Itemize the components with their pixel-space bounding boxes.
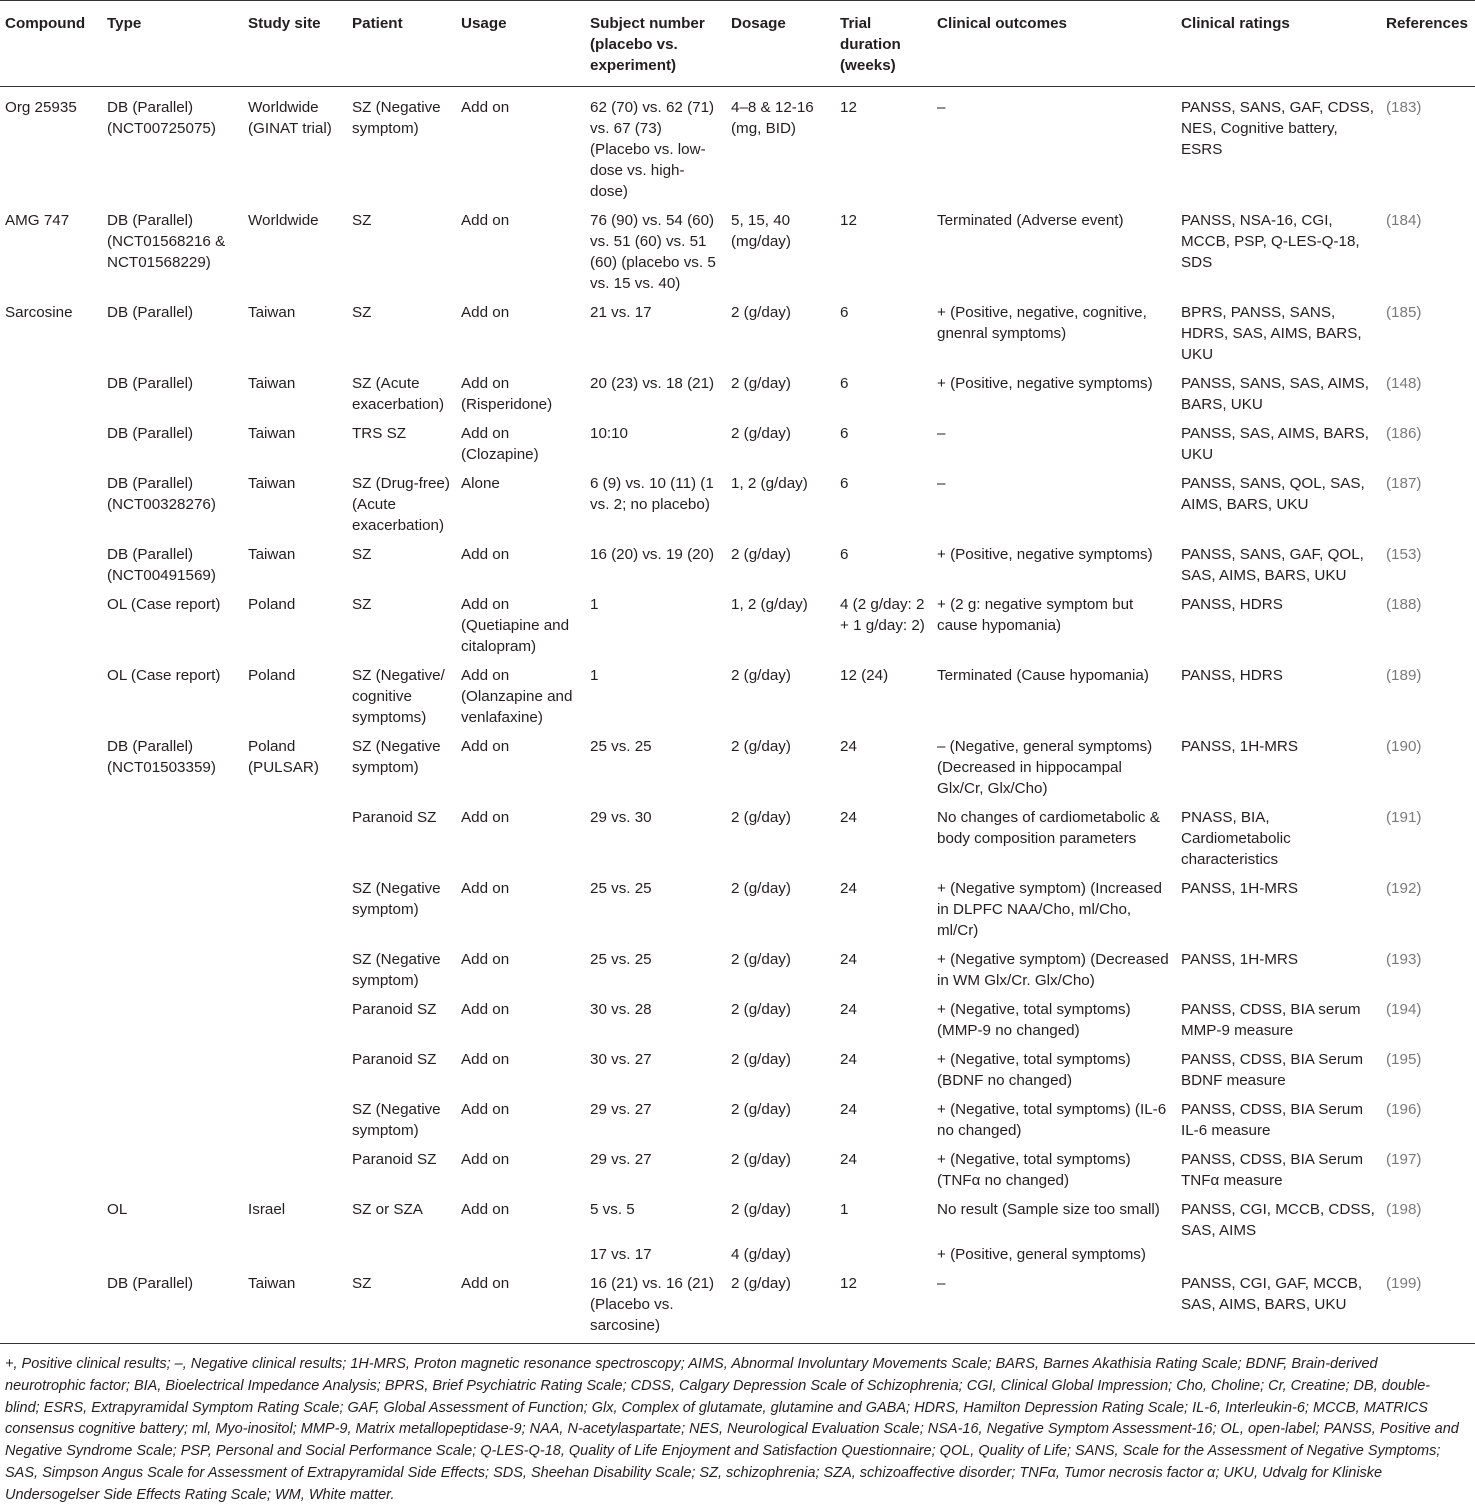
reference-link[interactable]: (183) bbox=[1386, 99, 1422, 116]
table-cell: 21 vs. 17 bbox=[590, 304, 652, 321]
table-cell: 16 (20) vs. 19 (20) bbox=[590, 546, 715, 563]
table-cell: Org 25935 bbox=[5, 99, 77, 116]
table-cell: Poland bbox=[248, 667, 296, 684]
table-cell: 1 bbox=[590, 667, 599, 684]
reference-link[interactable]: (186) bbox=[1386, 425, 1422, 442]
table-cell: DB (Parallel) bbox=[107, 375, 194, 392]
table-row bbox=[0, 370, 1475, 420]
table-cell: 2 (g/day) bbox=[731, 951, 791, 968]
table-cell: Add on bbox=[461, 1151, 510, 1168]
table-row bbox=[0, 946, 1475, 996]
table-row bbox=[0, 207, 1475, 299]
table-cell bbox=[102, 946, 243, 996]
table-cell: Add on bbox=[461, 1001, 510, 1018]
table-cell: Add on (Olanzapine and venlafaxine) bbox=[461, 667, 573, 726]
reference-link[interactable]: (194) bbox=[1386, 1001, 1422, 1018]
table-cell: 2 (g/day) bbox=[731, 304, 791, 321]
table-cell bbox=[0, 662, 102, 733]
column-header: Clinical ratings bbox=[1176, 1, 1381, 87]
table-cell: 20 (23) vs. 18 (21) bbox=[590, 375, 715, 392]
table-cell bbox=[102, 1146, 243, 1196]
table-cell bbox=[0, 875, 102, 946]
table-cell: Add on bbox=[461, 738, 510, 755]
table-cell: – bbox=[937, 425, 946, 442]
table-cell bbox=[102, 804, 243, 875]
table-cell: Add on (Risperidone) bbox=[461, 375, 553, 413]
table-cell: + (Positive, negative symptoms) bbox=[937, 375, 1153, 392]
reference-link[interactable]: (184) bbox=[1386, 212, 1422, 229]
table-cell bbox=[0, 591, 102, 662]
table-cell: + (Positive, general symptoms) bbox=[937, 1246, 1146, 1263]
reference-link[interactable]: (185) bbox=[1386, 304, 1422, 321]
table-cell: 24 bbox=[840, 1051, 857, 1068]
table-cell: Taiwan bbox=[248, 304, 296, 321]
table-cell: PANSS, CDSS, BIA Serum TNFα measure bbox=[1181, 1151, 1364, 1189]
table-cell: PANSS, SANS, GAF, CDSS, NES, Cognitive battery, ESRS bbox=[1181, 99, 1374, 158]
table-cell: + (Negative symptom) (Decreased in WM Glx/Cr. Glx/Cho) bbox=[937, 951, 1169, 989]
table-cell: 25 vs. 25 bbox=[590, 880, 652, 897]
table-cell: Taiwan bbox=[243, 1270, 347, 1344]
table-cell: 25 vs. 25 bbox=[590, 951, 652, 968]
table-cell: Alone bbox=[461, 475, 500, 492]
table-row bbox=[0, 733, 1475, 804]
table-cell: Taiwan bbox=[248, 475, 296, 492]
table-cell: 29 vs. 30 bbox=[590, 809, 652, 826]
table-cell: PANSS, CGI, MCCB, CDSS, SAS, AIMS bbox=[1181, 1201, 1375, 1239]
table-row bbox=[0, 420, 1475, 470]
column-header: References bbox=[1381, 1, 1475, 87]
table-cell: Terminated (Adverse event) bbox=[937, 212, 1124, 229]
table-cell: PANSS, HDRS bbox=[1181, 596, 1283, 613]
table-cell: Poland bbox=[248, 596, 296, 613]
table-cell: 2 (g/day) bbox=[726, 1270, 835, 1344]
table-cell: 12 (24) bbox=[840, 667, 889, 684]
table-row bbox=[0, 1096, 1475, 1146]
table-cell: 4 (2 g/day: 2 + 1 g/day: 2) bbox=[840, 596, 925, 634]
table-cell: 29 vs. 27 bbox=[590, 1151, 652, 1168]
table-cell: No result (Sample size too small) bbox=[937, 1201, 1160, 1218]
table-cell: 24 bbox=[840, 1001, 857, 1018]
table-cell: 2 (g/day) bbox=[731, 738, 791, 755]
table-cell: Taiwan bbox=[248, 425, 296, 442]
table-cell: SZ bbox=[347, 1270, 456, 1344]
table-cell: 2 (g/day) bbox=[731, 809, 791, 826]
table-cell bbox=[102, 1046, 243, 1096]
reference-link[interactable]: (197) bbox=[1386, 1151, 1422, 1168]
table-cell: 5 vs. 5 bbox=[590, 1201, 635, 1218]
table-cell: Israel bbox=[248, 1201, 286, 1218]
table-cell bbox=[243, 946, 347, 996]
column-header: Compound bbox=[0, 1, 102, 87]
reference-link[interactable]: (193) bbox=[1386, 951, 1422, 968]
table-cell: 5, 15, 40 (mg/day) bbox=[731, 212, 791, 250]
table-cell: Paranoid SZ bbox=[352, 809, 437, 826]
table-row bbox=[0, 662, 1475, 733]
table-cell bbox=[0, 733, 102, 804]
table-cell bbox=[0, 541, 102, 591]
table-cell: Add on bbox=[461, 1201, 510, 1218]
reference-link[interactable]: (196) bbox=[1386, 1101, 1422, 1118]
table-cell: Taiwan bbox=[248, 546, 296, 563]
table-cell: 24 bbox=[840, 1151, 857, 1168]
reference-link[interactable]: (189) bbox=[1386, 667, 1422, 684]
table-cell: 6 (9) vs. 10 (11) (1 vs. 2; no placebo) bbox=[590, 475, 714, 513]
table-cell: 2 (g/day) bbox=[731, 667, 791, 684]
table-cell: 2 (g/day) bbox=[731, 1201, 791, 1218]
table-cell: OL bbox=[107, 1201, 128, 1218]
table-cell: 2 (g/day) bbox=[731, 546, 791, 563]
table-cell bbox=[102, 1096, 243, 1146]
header-row bbox=[0, 1, 1475, 87]
table-cell: 30 vs. 27 bbox=[590, 1051, 652, 1068]
table-cell: Add on bbox=[461, 951, 510, 968]
table-cell bbox=[1176, 1241, 1381, 1270]
table-cell: 2 (g/day) bbox=[731, 425, 791, 442]
table-cell: 1 bbox=[840, 1201, 849, 1218]
table-footnote: +, Positive clinical results; –, Negative clinical results; 1H-MRS, Proton magnetic resonance spectroscopy; AIMS, Abnormal Involuntary Movements Scale; BARS, Barnes Akathisia Rating Scale; BDNF, Brain-derived neurotrophic factor; BIA, Bioelectrical Impedance Analysis; BPRS, Brief Psychiatric Rating Scale; CDSS, Calgary Depression Scale of Schizophrenia; CGI, Clinical Global Impression; Cho, Choline; Cr, Creatine; DB, double-blind; ESRS, Extrapyramidal Symptom Rating Scale; GAF, Global Assessment of Function; Glx, Complex of glutamate, glutamine and GABA; HDRS, Hamilton Depression Rating Scale; IL-6, Interleukin-6; MCCB, MATRICS consensus cognitive battery; ml, Myo-inositol; MMP-9, Matrix metallopeptidase-9; NAA, N-acetylaspartate; NES, Neurological Evaluation Scale; NSA-16, Negative Symptom Assessment-16; OL, open-label; PANSS, Positive and Negative Syndrome Scale; PSP, Personal and Social Performance Scale; Q-LES-Q-18, Quality of Life Enjoyment and Satisfaction Questionnaire; QOL, Quality of Life; SANS, Scale for the Assessment of Negative Symptoms; SAS, Simpson Angus Scale for Assessment of Extrapyramidal Side Effects; SDS, Sheehan Disability Scale; SZ, schizophrenia; SZA, schizoaffective disorder; TNFα, Tumor necrosis factor α; UKU, Udvalg for Kliniske Undersogelser Side Effects Rating Scale; WM, White matter. bbox=[5, 1356, 1459, 1503]
table-cell: DB (Parallel) (NCT01503359) bbox=[107, 738, 216, 776]
table-cell: 16 (21) vs. 16 (21) (Placebo vs. sarcosine) bbox=[585, 1270, 726, 1344]
table-cell bbox=[0, 804, 102, 875]
table-row bbox=[0, 1196, 1475, 1241]
table-cell bbox=[243, 1046, 347, 1096]
column-header: Clinical outcomes bbox=[932, 1, 1176, 87]
table-cell: 12 bbox=[840, 212, 857, 229]
table-row bbox=[0, 1146, 1475, 1196]
table-cell: PANSS, HDRS bbox=[1181, 667, 1283, 684]
table-cell bbox=[0, 1270, 102, 1344]
table-cell: + (Negative, total symptoms) (MMP-9 no changed) bbox=[937, 1001, 1131, 1039]
table-cell: PANSS, CGI, GAF, MCCB, SAS, AIMS, BARS, UKU bbox=[1176, 1270, 1381, 1344]
table-cell: Add on bbox=[461, 546, 510, 563]
table-cell: 6 bbox=[840, 475, 849, 492]
table-cell: SZ (Negative symptom) bbox=[352, 738, 441, 776]
table-cell: PANSS, SANS, GAF, QOL, SAS, AIMS, BARS, UKU bbox=[1181, 546, 1364, 584]
table-header bbox=[0, 1, 1475, 87]
table-cell: + (Positive, negative, cognitive, gnenral symptoms) bbox=[937, 304, 1147, 342]
table-cell: 12 bbox=[835, 1270, 932, 1344]
table-cell: DB (Parallel) bbox=[107, 425, 194, 442]
table-cell: 4 (g/day) bbox=[731, 1246, 791, 1263]
table-cell: PANSS, CDSS, BIA serum MMP-9 measure bbox=[1181, 1001, 1361, 1039]
table-cell bbox=[102, 1241, 243, 1270]
reference-link[interactable]: (187) bbox=[1386, 475, 1422, 492]
table-cell: 2 (g/day) bbox=[731, 880, 791, 897]
table-cell: 6 bbox=[840, 304, 849, 321]
table-cell: Add on bbox=[461, 1051, 510, 1068]
table-cell: SZ or SZA bbox=[352, 1201, 423, 1218]
table-cell: TRS SZ bbox=[352, 425, 407, 442]
reference-link[interactable]: (153) bbox=[1386, 546, 1422, 563]
table-cell: SZ (Negative symptom) bbox=[352, 880, 441, 918]
table-cell: PANSS, SANS, QOL, SAS, AIMS, BARS, UKU bbox=[1181, 475, 1365, 513]
table-cell: + (Negative, total symptoms) (IL-6 no changed) bbox=[937, 1101, 1167, 1139]
reference-link[interactable]: (198) bbox=[1386, 1201, 1422, 1218]
reference-link[interactable]: (190) bbox=[1386, 738, 1422, 755]
table-cell bbox=[0, 1241, 102, 1270]
table-cell bbox=[0, 996, 102, 1046]
table-cell: 29 vs. 27 bbox=[590, 1101, 652, 1118]
table-row bbox=[0, 804, 1475, 875]
table-cell: DB (Parallel) bbox=[102, 1270, 243, 1344]
table-row bbox=[0, 541, 1475, 591]
table-cell: Paranoid SZ bbox=[352, 1001, 437, 1018]
table-cell bbox=[456, 1241, 585, 1270]
table-cell: 17 vs. 17 bbox=[590, 1246, 652, 1263]
table-cell: 6 bbox=[840, 425, 849, 442]
table-cell: SZ (Negative symptom) bbox=[352, 99, 441, 137]
table-cell: SZ bbox=[352, 212, 372, 229]
table-cell: Add on bbox=[461, 809, 510, 826]
table-cell: DB (Parallel) (NCT00328276) bbox=[107, 475, 216, 513]
table-cell: PANSS, NSA-16, CGI, MCCB, PSP, Q-LES-Q-18, SDS bbox=[1181, 212, 1360, 271]
table-cell bbox=[0, 1196, 102, 1241]
table-cell: PANSS, 1H-MRS bbox=[1181, 738, 1299, 755]
column-header: Dosage bbox=[726, 1, 835, 87]
reference-link[interactable]: (195) bbox=[1386, 1051, 1422, 1068]
column-header: Type bbox=[102, 1, 243, 87]
table-cell bbox=[243, 996, 347, 1046]
table-cell: 12 bbox=[840, 99, 857, 116]
table-cell: + (Positive, negative symptoms) bbox=[937, 546, 1153, 563]
table-cell: 1, 2 (g/day) bbox=[731, 596, 808, 613]
table-cell: 25 vs. 25 bbox=[590, 738, 652, 755]
reference-link[interactable]: (199) bbox=[1381, 1270, 1475, 1344]
table-cell: – bbox=[937, 99, 946, 116]
table-cell: 76 (90) vs. 54 (60) vs. 51 (60) vs. 51 (60) (placebo vs. 5 vs. 15 vs. 40) bbox=[590, 212, 716, 292]
table-cell: – bbox=[937, 475, 946, 492]
table-cell bbox=[102, 875, 243, 946]
table-cell: OL (Case report) bbox=[107, 667, 221, 684]
table-cell: 4–8 & 12-16 (mg, BID) bbox=[731, 99, 814, 137]
table-cell: PANSS, SAS, AIMS, BARS, UKU bbox=[1181, 425, 1369, 463]
table-cell: + (2 g: negative symptom but cause hypomania) bbox=[937, 596, 1134, 634]
table-body bbox=[0, 87, 1475, 1344]
table-cell: Terminated (Cause hypomania) bbox=[937, 667, 1149, 684]
table-cell: Worldwide (GINAT trial) bbox=[248, 99, 332, 137]
table-cell: Poland (PULSAR) bbox=[248, 738, 319, 776]
table-cell: DB (Parallel) (NCT00491569) bbox=[107, 546, 216, 584]
table-cell: SZ (Drug-free) (Acute exacerbation) bbox=[352, 475, 450, 534]
column-header: Study site bbox=[243, 1, 347, 87]
table-cell: 24 bbox=[840, 880, 857, 897]
table-cell: DB (Parallel) bbox=[107, 304, 194, 321]
table-cell: SZ (Acute exacerbation) bbox=[352, 375, 445, 413]
table-cell: 1 bbox=[590, 596, 599, 613]
table-cell: 24 bbox=[840, 951, 857, 968]
table-cell: 30 vs. 28 bbox=[590, 1001, 652, 1018]
table-cell: SZ bbox=[352, 546, 372, 563]
column-header: Patient bbox=[347, 1, 456, 87]
table-cell: No changes of cardiometabolic & body composition parameters bbox=[937, 809, 1160, 847]
table-cell: Add on bbox=[456, 1270, 585, 1344]
reference-link[interactable]: (148) bbox=[1386, 375, 1422, 392]
table-cell bbox=[243, 1096, 347, 1146]
table-row bbox=[0, 591, 1475, 662]
table-cell: 6 bbox=[840, 546, 849, 563]
table-cell: Add on bbox=[461, 304, 510, 321]
table-cell: Add on (Quetiapine and citalopram) bbox=[461, 596, 570, 655]
table-cell: Add on bbox=[461, 1101, 510, 1118]
table-row bbox=[0, 1270, 1475, 1344]
table-cell: Taiwan bbox=[248, 375, 296, 392]
table-cell bbox=[835, 1241, 932, 1270]
table-cell: SZ bbox=[352, 304, 372, 321]
table-row bbox=[0, 1046, 1475, 1096]
table-cell bbox=[0, 470, 102, 541]
table-cell: OL (Case report) bbox=[107, 596, 221, 613]
table-cell: Add on bbox=[461, 880, 510, 897]
table-row bbox=[0, 470, 1475, 541]
table-cell: PANSS, CDSS, BIA Serum BDNF measure bbox=[1181, 1051, 1364, 1089]
table-cell: 2 (g/day) bbox=[731, 1101, 791, 1118]
reference-link[interactable]: (191) bbox=[1386, 809, 1422, 826]
table-row bbox=[0, 299, 1475, 370]
reference-link[interactable]: (188) bbox=[1386, 596, 1422, 613]
table-cell: PANSS, 1H-MRS bbox=[1181, 951, 1299, 968]
table-cell: Sarcosine bbox=[5, 304, 73, 321]
table-cell bbox=[243, 875, 347, 946]
table-cell: DB (Parallel) (NCT00725075) bbox=[107, 99, 216, 137]
table-cell: + (Negative, total symptoms) (TNFα no changed) bbox=[937, 1151, 1131, 1189]
table-cell: SZ (Negative symptom) bbox=[352, 1101, 441, 1139]
table-cell bbox=[102, 996, 243, 1046]
table-cell: Add on (Clozapine) bbox=[461, 425, 539, 463]
table-cell: 2 (g/day) bbox=[731, 1051, 791, 1068]
table-cell: 6 bbox=[840, 375, 849, 392]
table-cell bbox=[243, 1241, 347, 1270]
column-header: Trial duration (weeks) bbox=[835, 1, 932, 87]
table-cell: 24 bbox=[840, 738, 857, 755]
table-cell: BPRS, PANSS, SANS, HDRS, SAS, AIMS, BARS, UKU bbox=[1181, 304, 1362, 363]
table-cell: Paranoid SZ bbox=[352, 1151, 437, 1168]
table-cell: 62 (70) vs. 62 (71) vs. 67 (73) (Placebo vs. low-dose vs. high-dose) bbox=[590, 99, 715, 200]
table-row bbox=[0, 1241, 1475, 1270]
table-cell: AMG 747 bbox=[5, 212, 70, 229]
reference-link[interactable]: (192) bbox=[1386, 880, 1422, 897]
table-cell: 1, 2 (g/day) bbox=[731, 475, 808, 492]
table-row bbox=[0, 87, 1475, 208]
table-cell: Worldwide bbox=[248, 212, 319, 229]
table-cell bbox=[0, 946, 102, 996]
table-cell bbox=[0, 1146, 102, 1196]
table-row bbox=[0, 875, 1475, 946]
table-cell: 2 (g/day) bbox=[731, 1001, 791, 1018]
table-cell bbox=[0, 1046, 102, 1096]
table-cell: PANSS, SANS, SAS, AIMS, BARS, UKU bbox=[1181, 375, 1369, 413]
table-cell: Paranoid SZ bbox=[352, 1051, 437, 1068]
table-cell: PANSS, 1H-MRS bbox=[1181, 880, 1299, 897]
table-cell: + (Negative, total symptoms) (BDNF no changed) bbox=[937, 1051, 1131, 1089]
table-cell: PNASS, BIA, Cardiometabolic characteristics bbox=[1181, 809, 1291, 868]
table-cell: Add on bbox=[461, 212, 510, 229]
reference-link bbox=[1381, 1241, 1475, 1270]
table-row bbox=[0, 996, 1475, 1046]
table-cell: PANSS, CDSS, BIA Serum IL-6 measure bbox=[1181, 1101, 1364, 1139]
table-cell bbox=[243, 1146, 347, 1196]
column-header: Usage bbox=[456, 1, 585, 87]
table-cell: – (Negative, general symptoms) (Decreased in hippocampal Glx/Cr, Glx/Cho) bbox=[937, 738, 1153, 797]
table-cell: 2 (g/day) bbox=[731, 1151, 791, 1168]
table-cell bbox=[347, 1241, 456, 1270]
table-cell: SZ (Negative symptom) bbox=[352, 951, 441, 989]
table-cell: SZ bbox=[352, 596, 372, 613]
table-cell bbox=[243, 804, 347, 875]
table-cell: Add on bbox=[461, 99, 510, 116]
column-header: Subject number (placebo vs. experiment) bbox=[585, 1, 726, 87]
table-cell: – bbox=[932, 1270, 1176, 1344]
table-cell: 24 bbox=[840, 809, 857, 826]
table-cell bbox=[0, 1096, 102, 1146]
table-cell: 10:10 bbox=[590, 425, 629, 442]
table-cell: DB (Parallel) (NCT01568216 & NCT01568229) bbox=[107, 212, 226, 271]
table-cell: + (Negative symptom) (Increased in DLPFC NAA/Cho, ml/Cho, ml/Cr) bbox=[937, 880, 1162, 939]
table-cell: SZ (Negative/ cognitive symptoms) bbox=[352, 667, 445, 726]
table-cell: 2 (g/day) bbox=[731, 375, 791, 392]
table-cell bbox=[0, 370, 102, 420]
table-cell: 24 bbox=[840, 1101, 857, 1118]
table-cell bbox=[0, 420, 102, 470]
